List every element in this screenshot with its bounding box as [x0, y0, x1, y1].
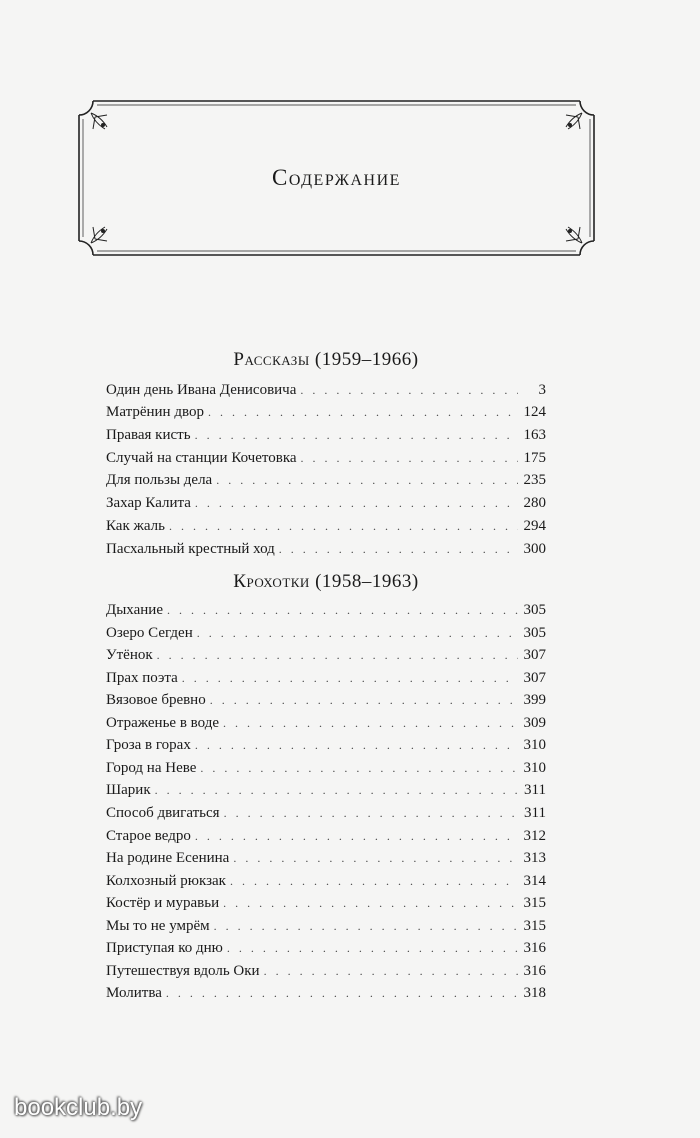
toc-entry[interactable] — [106, 602, 546, 624]
toc-entry[interactable] — [106, 518, 546, 540]
leader-dots — [195, 738, 518, 753]
watermark: bookclub.by — [14, 1094, 143, 1121]
entry-page: 315 — [523, 918, 546, 934]
entry-title: Для пользы дела — [106, 472, 213, 488]
leader-dots — [208, 405, 518, 420]
entry-page: 235 — [523, 472, 546, 488]
toc-entry[interactable] — [106, 541, 546, 563]
entry-page: 316 — [523, 940, 546, 956]
toc-entry[interactable] — [106, 670, 546, 692]
toc-entry[interactable] — [106, 873, 546, 895]
toc-entry[interactable] — [106, 805, 546, 827]
toc-entry[interactable] — [106, 895, 546, 917]
entry-title: Приступая ко дню — [106, 940, 223, 956]
entry-title: Шарик — [106, 782, 151, 798]
leader-dots — [230, 874, 518, 889]
entry-page: 313 — [523, 850, 546, 866]
leader-dots — [214, 919, 518, 934]
entry-page: 312 — [523, 828, 546, 844]
toc-entry[interactable] — [106, 963, 546, 985]
entry-page: 294 — [523, 518, 546, 534]
leader-dots — [216, 473, 518, 488]
entry-page: 310 — [523, 760, 546, 776]
leader-dots — [197, 626, 518, 641]
entry-page: 314 — [523, 873, 546, 889]
leader-dots — [301, 451, 518, 466]
toc-entry[interactable] — [106, 472, 546, 494]
entry-page: 311 — [524, 805, 546, 821]
toc-entry[interactable] — [106, 382, 546, 404]
toc-entry[interactable] — [106, 450, 546, 472]
leader-dots — [166, 986, 518, 1001]
entry-title: Отраженье в воде — [106, 715, 219, 731]
section-title: Крохотки (1958–1963) — [233, 571, 419, 592]
entry-title: Пасхальный крестный ход — [106, 541, 275, 557]
entry-title: Один день Ивана Денисовича — [106, 382, 297, 398]
entry-title: Озеро Сегден — [106, 625, 193, 641]
toc-entry[interactable] — [106, 737, 546, 759]
entry-title: Как жаль — [106, 518, 165, 534]
entry-title: Вязовое бревно — [106, 692, 206, 708]
toc-entry[interactable] — [106, 692, 546, 714]
page-title: Содержание — [272, 165, 401, 190]
leader-dots — [279, 542, 518, 557]
entry-title: Гроза в горах — [106, 737, 191, 753]
toc-entry[interactable] — [106, 850, 546, 872]
toc-entry[interactable] — [106, 647, 546, 669]
toc-entry[interactable] — [106, 782, 546, 804]
leader-dots — [223, 896, 518, 911]
toc-entry[interactable] — [106, 427, 546, 449]
toc-entry[interactable] — [106, 940, 546, 962]
entry-page: 309 — [523, 715, 546, 731]
entry-title: Матрёнин двор — [106, 404, 204, 420]
leader-dots — [200, 761, 518, 776]
entry-page: 315 — [523, 895, 546, 911]
entry-title: Путешествуя вдоль Оки — [106, 963, 260, 979]
toc-entry[interactable] — [106, 985, 546, 1007]
entry-page: 300 — [523, 541, 546, 557]
entry-page: 318 — [523, 985, 546, 1001]
entry-title: Случай на станции Кочетовка — [106, 450, 297, 466]
entry-page: 310 — [523, 737, 546, 753]
entry-page: 307 — [523, 670, 546, 686]
entry-page: 175 — [523, 450, 546, 466]
entry-title: Утёнок — [106, 647, 153, 663]
entry-page: 163 — [523, 427, 546, 443]
entry-title: Правая кисть — [106, 427, 191, 443]
leader-dots — [264, 964, 518, 979]
entry-page: 307 — [523, 647, 546, 663]
leader-dots — [224, 806, 518, 821]
leader-dots — [182, 671, 518, 686]
toc-entry[interactable] — [106, 625, 546, 647]
entry-page: 124 — [523, 404, 546, 420]
entry-title: Костёр и муравьи — [106, 895, 220, 911]
entry-title: Колхозный рюкзак — [106, 873, 226, 889]
entry-page: 316 — [523, 963, 546, 979]
entry-page: 3 — [538, 382, 546, 398]
leader-dots — [227, 941, 518, 956]
entry-page: 311 — [524, 782, 546, 798]
entry-page: 280 — [523, 495, 546, 511]
entry-title: Захар Калита — [106, 495, 191, 511]
entry-page: 305 — [523, 602, 546, 618]
leader-dots — [157, 648, 518, 663]
toc-entry[interactable] — [106, 828, 546, 850]
toc-entry[interactable] — [106, 760, 546, 782]
entry-title: Город на Неве — [106, 760, 197, 776]
entry-title: Старое ведро — [106, 828, 191, 844]
entry-title: Способ двигаться — [106, 805, 220, 821]
leader-dots — [167, 603, 518, 618]
entry-title: На родине Есенина — [106, 850, 230, 866]
toc-entry[interactable] — [106, 715, 546, 737]
leader-dots — [195, 829, 518, 844]
title-frame — [77, 99, 596, 257]
entry-title: Прах поэта — [106, 670, 178, 686]
entry-title: Мы то не умрём — [106, 918, 210, 934]
toc-entry[interactable] — [106, 404, 546, 426]
entry-title: Молитва — [106, 985, 162, 1001]
toc-entry[interactable] — [106, 495, 546, 517]
toc-entry[interactable] — [106, 918, 546, 940]
entry-page: 305 — [523, 625, 546, 641]
section-title: Рассказы (1959–1966) — [233, 349, 419, 370]
leader-dots — [155, 783, 518, 798]
leader-dots — [300, 383, 518, 398]
leader-dots — [210, 693, 518, 708]
leader-dots — [223, 716, 518, 731]
leader-dots — [233, 851, 518, 866]
entry-page: 399 — [523, 692, 546, 708]
leader-dots — [169, 519, 518, 534]
leader-dots — [195, 496, 518, 511]
leader-dots — [195, 428, 518, 443]
entry-title: Дыхание — [106, 602, 163, 618]
